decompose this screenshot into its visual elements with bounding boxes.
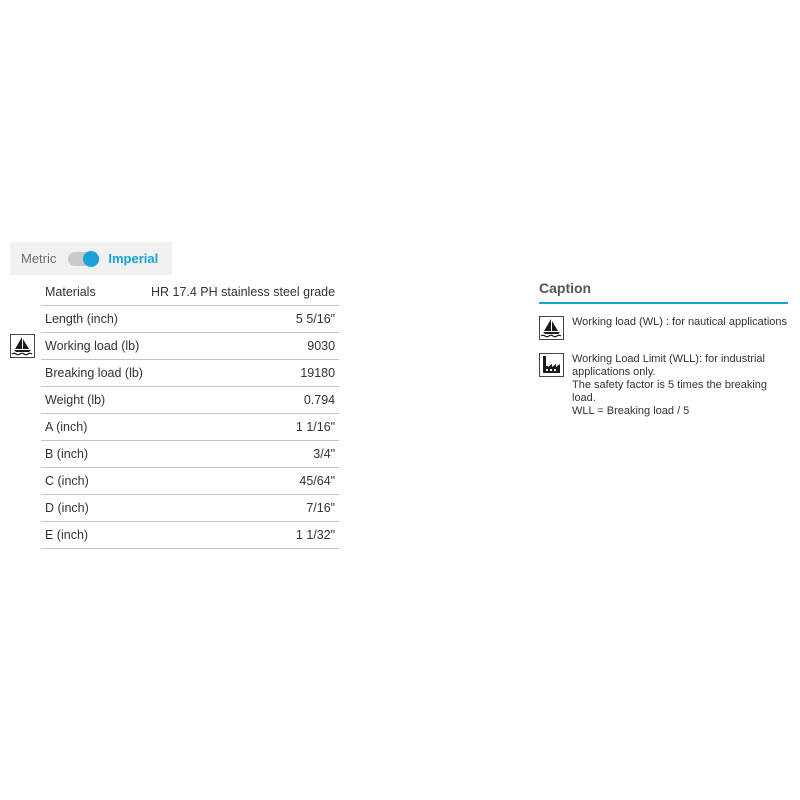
caption-line: WLL = Breaking load / 5 <box>572 405 690 417</box>
caption-text <box>572 353 788 418</box>
unit-option-imperial[interactable]: Imperial <box>108 251 159 266</box>
caption-item-working-load-limit <box>539 353 788 418</box>
spec-value: 45/64" <box>147 468 339 495</box>
spec-value: HR 17.4 PH stainless steel grade <box>147 279 339 306</box>
spec-value: 19180 <box>147 360 339 387</box>
spec-label: A (inch) <box>41 414 147 441</box>
caption-item-working-load <box>539 316 788 340</box>
spec-label: D (inch) <box>41 495 147 522</box>
spec-value: 1 1/32" <box>147 522 339 549</box>
spec-row-e <box>41 522 339 549</box>
spec-row-c <box>41 468 339 495</box>
caption-line: The safety factor is 5 times the breaking load. <box>572 379 768 404</box>
unit-toggle <box>10 242 172 275</box>
spec-label: Working load (lb) <box>41 333 147 360</box>
spec-label: Breaking load (lb) <box>41 360 147 387</box>
sailboat-icon <box>10 334 35 358</box>
factory-icon <box>539 353 564 377</box>
spec-row-weight <box>41 387 339 414</box>
spec-label: Length (inch) <box>41 306 147 333</box>
unit-option-metric[interactable]: Metric <box>21 251 57 266</box>
unit-switch[interactable] <box>68 252 98 266</box>
spec-row-b <box>41 441 339 468</box>
spec-row-a <box>41 414 339 441</box>
spec-value: 3/4" <box>147 441 339 468</box>
caption-text <box>572 316 787 329</box>
spec-value: 5 5/16" <box>147 306 339 333</box>
sailboat-icon <box>539 316 564 340</box>
caption-panel <box>539 280 788 418</box>
spec-row-d <box>41 495 339 522</box>
caption-line: Working Load Limit (WLL): for industrial applications only. <box>572 353 765 378</box>
spec-label: B (inch) <box>41 441 147 468</box>
spec-label: E (inch) <box>41 522 147 549</box>
spec-label: Weight (lb) <box>41 387 147 414</box>
spec-row-working-load <box>41 333 339 360</box>
spec-value: 0.794 <box>147 387 339 414</box>
spec-row-length <box>41 306 339 333</box>
caption-line: Working load (WL) : for nautical applications <box>572 316 788 328</box>
spec-table <box>41 279 339 549</box>
spec-row-breaking-load <box>41 360 339 387</box>
spec-row-materials <box>41 279 339 306</box>
spec-value: 7/16" <box>147 495 339 522</box>
spec-label: Materials <box>41 279 147 306</box>
spec-value: 1 1/16" <box>147 414 339 441</box>
spec-value: 9030 <box>147 333 339 360</box>
spec-label: C (inch) <box>41 468 147 495</box>
caption-title: Caption <box>539 280 788 304</box>
unit-switch-knob <box>83 251 99 267</box>
